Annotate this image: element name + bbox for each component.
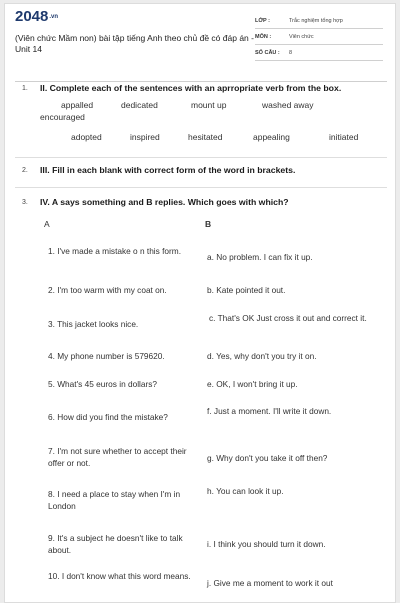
meta-value: Viên chức <box>289 34 314 40</box>
match-item-b: i. I think you should turn it down. <box>207 539 326 549</box>
meta-label: MÔN : <box>255 34 272 40</box>
meta-label: LỚP : <box>255 18 270 24</box>
word-option: adopted <box>71 132 102 142</box>
meta-class <box>255 16 383 29</box>
logo-text: 2048 <box>15 8 49 25</box>
word-option: initiated <box>329 132 359 142</box>
section-number: 1. <box>22 85 28 92</box>
meta-value: Trắc nghiệm tổng hợp <box>289 18 343 24</box>
word-option: dedicated <box>121 100 158 110</box>
match-item-a: 9. It's a subject he doesn't like to talk about. <box>48 533 183 555</box>
section-title: III. Fill in each blank with correct form of the word in brackets. <box>40 165 296 175</box>
match-item-a: 5. What's 45 euros in dollars? <box>48 379 158 389</box>
column-b-header: B <box>205 219 212 229</box>
match-item-a: 4. My phone number is 579620. <box>48 351 165 361</box>
match-item-a: 7. I'm not sure whether to accept their offer or not. <box>48 446 187 468</box>
match-item-b: f. Just a moment. I'll write it down. <box>207 406 332 416</box>
match-item-b: c. That's OK Just cross it out and correct it. <box>209 313 367 323</box>
meta-label: SỐ CÂU : <box>255 50 280 56</box>
word-option: appealing <box>253 132 290 142</box>
word-option: encouraged <box>40 112 85 122</box>
worksheet-page <box>4 3 396 603</box>
meta-question-count <box>255 48 383 61</box>
word-option: inspired <box>130 132 160 142</box>
section-divider <box>15 157 387 158</box>
match-item-b: d. Yes, why don't you try it on. <box>207 351 317 361</box>
meta-subject <box>255 32 383 45</box>
logo-suffix: .vn <box>49 14 59 21</box>
header-divider <box>15 81 387 82</box>
match-item-b: a. No problem. I can fix it up. <box>207 252 313 262</box>
match-item-a: 10. I don't know what this word means. <box>48 571 191 581</box>
section-number: 2. <box>22 167 28 174</box>
match-item-a: 6. How did you find the mistake? <box>48 412 168 422</box>
match-item-b: h. You can look it up. <box>207 486 284 496</box>
match-item-b: e. OK, I won't bring it up. <box>207 379 298 389</box>
match-item-a: 2. I'm too warm with my coat on. <box>48 285 167 295</box>
meta-value: 8 <box>289 50 293 56</box>
word-option: hesitated <box>188 132 223 142</box>
match-item-a: 1. I've made a mistake o n this form. <box>48 246 182 256</box>
match-item-b: b. Kate pointed it out. <box>207 285 286 295</box>
column-a-header: A <box>44 219 50 229</box>
word-option: mount up <box>191 100 227 110</box>
match-item-a: 3. This jacket looks nice. <box>48 319 139 329</box>
match-item-b: g. Why don't you take it off then? <box>207 453 328 463</box>
section-title: IV. A says something and B replies. Which goes with which? <box>40 197 289 207</box>
site-logo[interactable] <box>15 8 58 25</box>
section-title: II. Complete each of the sentences with an aprropriate verb from the box. <box>40 83 342 93</box>
match-item-b: j. Give me a moment to work it out <box>207 578 333 588</box>
document-title: (Viên chức Mầm non) bài tập tiếng Anh theo chủ đề có đáp án - Unit 14 <box>15 33 254 54</box>
section-divider <box>15 187 387 188</box>
word-option: appalled <box>61 100 94 110</box>
section-number: 3. <box>22 199 28 206</box>
word-option: washed away <box>262 100 314 110</box>
match-item-a: 8. I need a place to stay when I'm in London <box>48 489 181 511</box>
